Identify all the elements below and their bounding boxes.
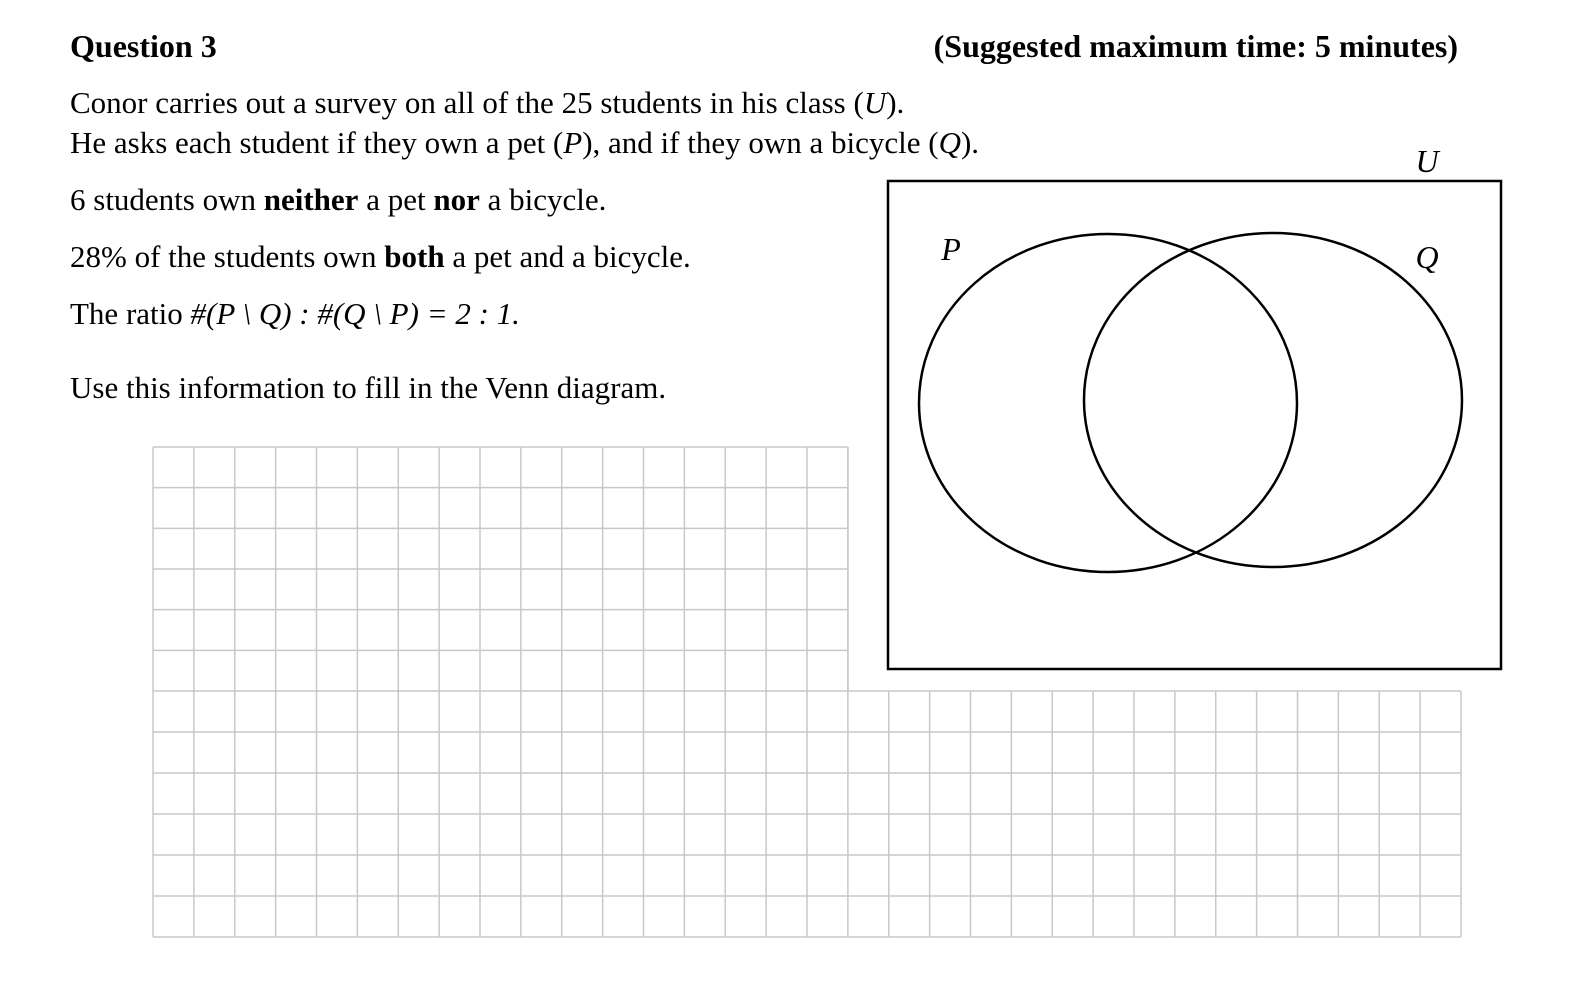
instruction: Use this information to fill in the Venn diagram. <box>70 370 667 405</box>
set-q-circle <box>1084 233 1462 567</box>
class-size: 25 <box>561 85 593 120</box>
universal-set-label: U <box>1415 143 1439 179</box>
intro-line-1: Conor carries out a survey on all of the 25 students in his class (U). <box>70 85 905 120</box>
question-title: Question 3 <box>70 28 217 64</box>
set-p-circle <box>919 234 1297 572</box>
universal-set-box <box>888 181 1501 669</box>
fact-both: 28% of the students own both a pet and a bicycle. <box>70 239 691 274</box>
fact-ratio: The ratio #(P \ Q) : #(Q \ P) = 2 : 1. <box>70 296 520 331</box>
suggested-time: (Suggested maximum time: 5 minutes) <box>933 28 1458 64</box>
set-p-label: P <box>941 231 961 267</box>
intro-line-2: He asks each student if they own a pet (P), and if they own a bicycle (Q). <box>70 125 980 160</box>
fact-neither: 6 students own neither a pet nor a bicycle. <box>70 182 607 217</box>
set-q-label: Q <box>1415 239 1439 275</box>
